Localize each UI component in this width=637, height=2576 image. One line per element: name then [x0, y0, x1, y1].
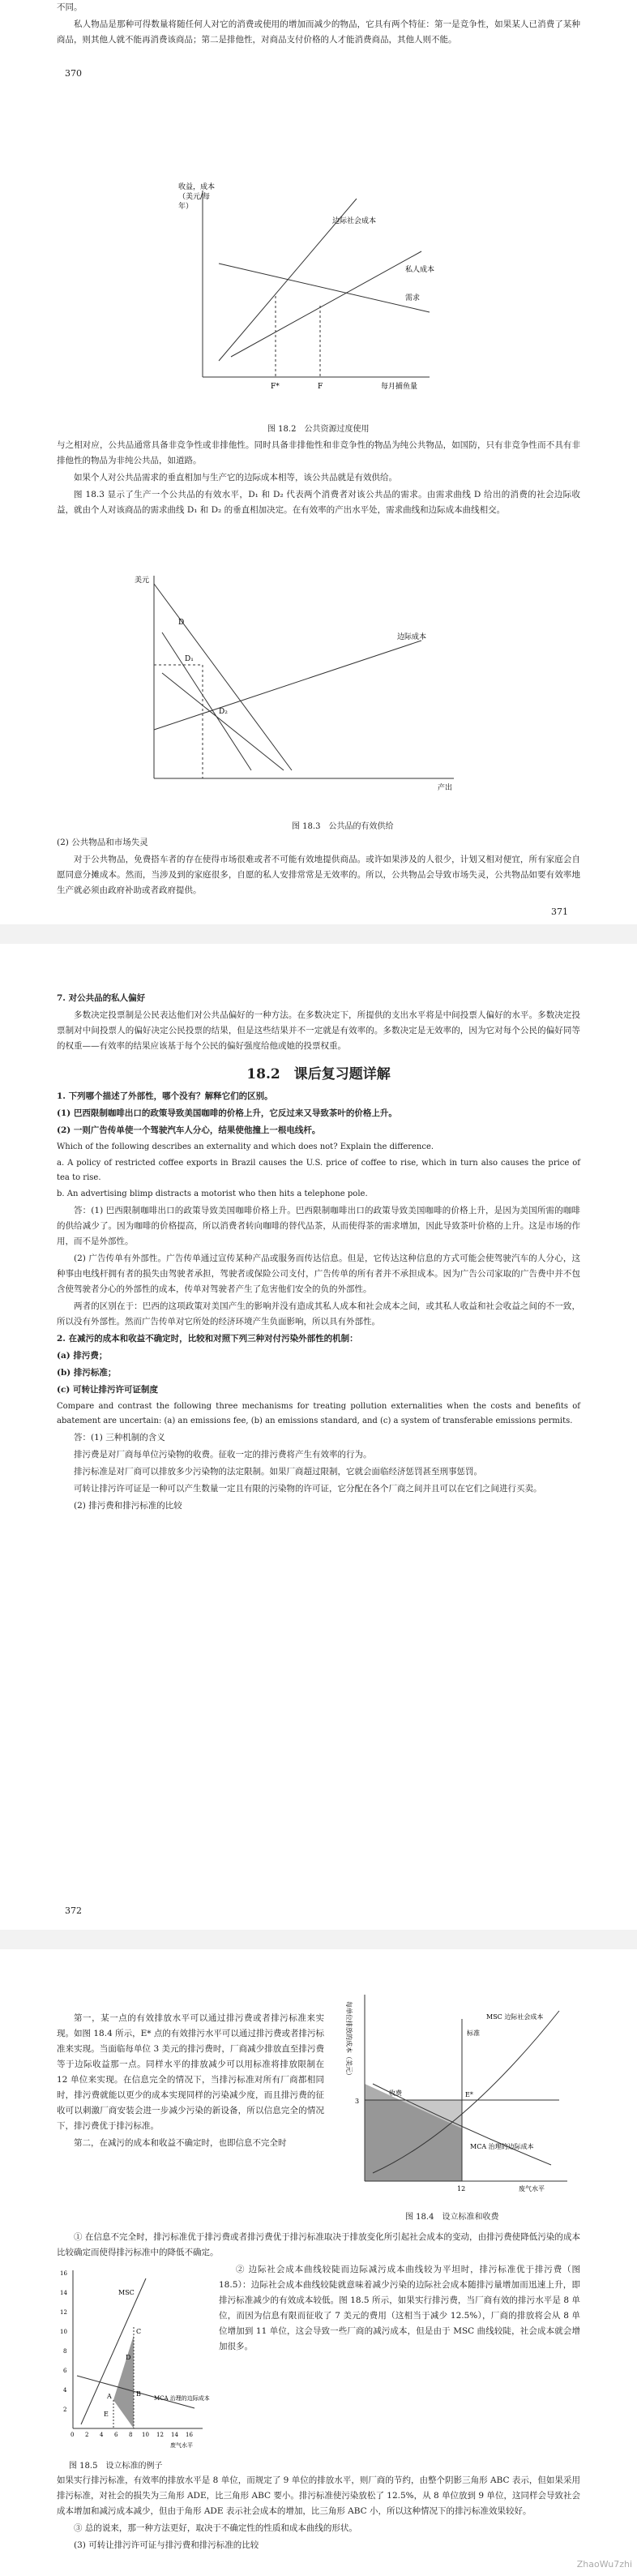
paragraph-preference: 多数决定投票制是公民表达他们对公共品偏好的一种方法。在多数决定下，所提供的支出水平将是中间投票人偏好的水平。多数决定投票制对中间投票人的偏好决定公民投票的结果，但是这些结果并不一定就是有效率的。多数决定是无效率的，因为它对每个公民的偏好同等的权重——有效率的结果应该基于每个公民的偏好强度给他或她的投票权重。 — [57, 1010, 580, 1051]
fig2-mc-label: 边际成本 — [397, 633, 427, 641]
fig4-y-ticks — [60, 2270, 67, 2413]
fig1-ylabel-2: （美元/每 — [178, 193, 211, 201]
question-2a: (a) 排污费； — [57, 1351, 108, 1361]
figure-18-5 — [57, 2262, 211, 2457]
section-title: 18.2 课后复习题详解 — [246, 1066, 391, 1082]
page-372 — [0, 932, 637, 1938]
answer-2-standard: 排污标准是对厂商可以排放多少污染物的法定限制。如果厂商超过限制，它就会面临经济惩罚甚至刑事惩罚。 — [74, 1467, 482, 1477]
paragraph-uncertain-5: (3) 可转让排污许可证与排污费和排污标准的比较 — [74, 2540, 259, 2550]
fig4-b-label: B — [136, 2390, 141, 2398]
page-number: 370 — [65, 68, 82, 79]
fig4-xtick-8: 16 — [186, 2432, 193, 2438]
answer-2-permit: 可转让排污许可证是一种可以产生数量一定且有限的污染物的许可证，它分配在各个厂商之间并且可以在它们之间进行买卖。 — [74, 1484, 542, 1494]
answer-1c: 两者的区别在于：巴西的这项政策对美国产生的影响并没有造成其私人成本和社会成本之间，或其私人收益和社会收益之间的不一致，所以没有外部性。然而广告传单对它所处的经济环境产生负面影响，所以具有外部性。 — [57, 1301, 580, 1327]
subhead-preference: 7. 对公共品的私人偏好 — [57, 993, 146, 1003]
answer-2-fee: 排污费是对厂商每单位污染物的收费。征收一定的排污费将产生有效率的行为。 — [74, 1450, 372, 1459]
fig1-xlabel: 每月捕鱼量 — [381, 383, 418, 391]
paragraph-public-goods-2: 如果个人对公共品需求的垂直相加与生产它的边际成本相等，该公共品就是有效供给。 — [74, 473, 397, 482]
question-1a-english: a. A policy of restricted coffee exports in Brazil causes the U.S. price of coffee to rise, which in turn also causes the price of tea to rise. — [57, 1159, 580, 1182]
question-1b-english: b. An advertising blimp distracts a motorist who then hits a telephone pole. — [57, 1189, 368, 1198]
paragraph-uncertain-4: ③ 总的说来，那一种方法更好，取决于不确定性的性质和成本曲线的形状。 — [74, 2523, 357, 2533]
page-373 — [0, 1938, 637, 2576]
fig4-ytick-5: 12 — [60, 2309, 67, 2316]
fig1-msc-label: 边际社会成本 — [332, 217, 377, 225]
fig4-xtick-4: 8 — [129, 2432, 133, 2438]
paragraph-public-goods-1: 与之相对应，公共品通常具备非竞争性或非排他性。同时具备非排他性和非竞争性的物品为纯公共物品，如国防，只有非竞争性而不具有非排他性的物品为非纯公共品，如道路。 — [57, 440, 580, 465]
fig4-msc-label: MSC — [118, 2289, 135, 2296]
fig3-ylabel: 每单位排放的成本（美元） — [345, 2001, 353, 2079]
subhead-market-failure: (2) 公共物品和市场失灵 — [57, 838, 148, 847]
fig4-mca-label: MCA 治理的边际成本 — [154, 2395, 210, 2402]
paragraph-private-goods: 私人物品是那种可得数量将随任何人对它的消费或使用的增加而减少的物品，它具有两个特征：第一是竞争性，如果某人已消费了某种商品，则其他人就不能再消费该商品；第二是排他性，对商品支付价格的人才能消费商品，其他人则不能。 — [57, 19, 580, 45]
msc-curve — [81, 2278, 146, 2424]
figure-18-2-caption: 图 18.2 公共资源过度使用 — [267, 425, 370, 434]
question-1-title: 1. 下列哪个描述了外部性，哪个没有？解释它们的区别。 — [57, 1091, 273, 1101]
answer-1a: 答：(1) 巴西限制咖啡出口的政策导致美国咖啡价格上升。巴西限制咖啡出口的政策导致美国咖啡的价格上升，是因为美国所需的咖啡的供给减少了。因为咖啡的价格提高，所以消费者转向咖啡的替代品茶，从而使得茶的需求增加，因此导致茶叶价格的上升。这是市场的作用，而不是外部性。 — [57, 1206, 580, 1246]
question-1b: (2) 一则广告传单使一个驾驶汽车人分心，结果使他撞上一根电线杆。 — [57, 1125, 321, 1135]
fig1-tick-fstar: F* — [271, 383, 280, 391]
fig4-xtick-2: 4 — [100, 2432, 104, 2438]
fig4-ytick-3: 8 — [63, 2348, 67, 2355]
question-2-english: Compare and contrast the following three mechanisms for treating pollution externalities when the costs and benefits of abatement are uncertain: (a) an emissions fee, (b) an emissions standard, and (c) a system of transferable emissions permits. — [57, 1402, 580, 1425]
fig4-xtick-1: 2 — [85, 2432, 89, 2438]
fig3-fee-label: 收费 — [389, 2090, 402, 2097]
answer-2-head: 答：(1) 三种机制的含义 — [74, 1433, 165, 1442]
page-number-2: 371 — [551, 907, 568, 917]
paragraph-uncertain-2: ② 边际社会成本曲线较陡而边际减污成本曲线较为平坦时，排污标准优于排污费（图 18.5）：边际社会成本曲线较陡就意味着减少污染的边际社会成本随排污量增加而迅速上升，即排污标准减少的有效成本较低。图 18.5 所示，如果实行排污费，当厂商有效的排污水平是 8 单位，而因为信息有限而征收了 7 美元的费用（这相当于减少 12.5%），厂商的排放将会从 8 单位增加到 11 单位，这会导致一些厂商的减污成本，但是由于 MSC 曲线较陡，社会成本就会增加很多。 — [219, 2265, 580, 2351]
fig1-demand-label: 需求 — [405, 294, 421, 302]
fig2-d-label: D — [178, 619, 185, 627]
page-370 — [0, 0, 637, 932]
fig4-xtick-5: 10 — [142, 2432, 149, 2438]
answer-1b: (2) 广告传单有外部性。广告传单通过宣传某种产品或服务而传达信息。但是，它传达这种信息的方式可能会使驾驶汽车的人分心，这种事由电线杆拥有者的损失由驾驶者承担，驾驶者或保险公司支付，广告传单的所有者并不承担成本。因为广告公司家取的广告费中并不包含使驾驶者分心的外部性的成本，传单对驾驶者产生了危害他们安全的负的外部性。 — [57, 1254, 580, 1294]
figure-18-3-caption: 图 18.3 公共品的有效供给 — [292, 822, 394, 831]
fig2-xlabel: 产出 — [438, 784, 453, 792]
demand-d2-curve — [162, 673, 284, 770]
fig4-ytick-6: 14 — [60, 2290, 67, 2296]
fig4-ytick-4: 10 — [60, 2329, 67, 2335]
fig4-ytick-1: 4 — [63, 2387, 67, 2394]
question-2-title: 2. 在减污的成本和收益不确定时，比较和对照下列三种对付污染外部性的机制： — [57, 1334, 358, 1344]
page-number: 372 — [65, 1905, 82, 1916]
paragraph-uncertain-1: ① 在信息不完全时，排污标准优于排污费或者排污费优于排污标准取决于排放变化所引起社会成本的变动，由排污费使降低污染的成本比较确定而使得排污标准中的降低不确定。 — [57, 2232, 580, 2257]
fig4-xtick-7: 14 — [171, 2432, 178, 2438]
fig4-a-label: A — [107, 2393, 112, 2400]
fig1-ylabel-1: 收益，成本 — [178, 183, 216, 191]
fig4-c-label: C — [136, 2328, 142, 2335]
fig1-private-label: 私人成本 — [405, 266, 435, 274]
fig3-mca-label: MCA 治理的边际成本 — [470, 2143, 534, 2150]
fig4-xtick-3: 6 — [114, 2432, 118, 2438]
fig3-tick-12: 12 — [457, 2185, 466, 2192]
fig4-xtick-6: 12 — [156, 2432, 164, 2438]
fig2-d1-label: D₁ — [185, 655, 194, 663]
fig3-tick-3: 3 — [355, 2098, 360, 2105]
fig2-ylabel: 美元 — [135, 576, 150, 585]
fig3-msc-label: MSC 边际社会成本 — [486, 2013, 544, 2021]
question-2b: (b) 排污标准； — [57, 1368, 117, 1378]
demand-d-curve — [154, 584, 292, 770]
top-fragment: 不同。 — [57, 2, 83, 12]
fig4-ytick-0: 2 — [63, 2407, 67, 2413]
fig4-e-label: E — [104, 2411, 109, 2418]
figure-18-4-caption: 图 18.4 设立标准和收费 — [405, 2213, 499, 2222]
fig3-e-label: E* — [465, 2091, 473, 2098]
fig4-ytick-2: 6 — [63, 2368, 67, 2374]
figure-18-2 — [162, 174, 478, 418]
fig4-ytick-7: 16 — [60, 2270, 67, 2277]
paragraph-left-1: 第一，某一点的有效排放水平可以通过排污费或者排污标准来实现。如图 18.4 所示，E* 点的有效排污水平可以通过排污费或者排污标准来实现。当面临每单位 3 美元的排污费时，厂商减少排放直至排污费等于边际收益那一点。同样水平的排放减少可以用标准将排放限制在 12 单位来实现。在信息完全的情况下，当排污标准对所有厂商都相同时，排污费就能以更少的成本实现同样的污染减少度，而且排污费的征收可以刺激厂商安装会进一步减少污染的新设备，所以信息完全的情况下，排污费优于排污标准。 — [57, 2013, 324, 2131]
fig4-xlabel: 废气水平 — [170, 2442, 193, 2449]
question-1a: (1) 巴西限制咖啡出口的政策导致美国咖啡的价格上升，它反过来又导致茶叶的价格上升。 — [57, 1108, 397, 1118]
fig4-d-label: D — [126, 2354, 131, 2361]
fig3-standard-label: 标准 — [467, 2030, 480, 2037]
paragraph-left-2: 第二，在减污的成本和收益不确定时，也即信息不完全时 — [74, 2138, 287, 2148]
figure-18-3 — [130, 568, 478, 811]
figure-18-5-caption: 图 18.5 设立标准的例子 — [69, 2462, 163, 2471]
mc-curve — [154, 641, 421, 730]
fig2-d2-label: D₂ — [219, 708, 228, 716]
paragraph-market-failure: 对于公共物品，免费搭车者的存在使得市场很难或者不可能有效地提供商品。或许如果涉及的人很少，计划又相对便宜，所有家庭会自愿同意分摊成本。然而，当涉及到的家庭很多，自愿的私人安排常常是无效率的。所以，公共物品会导致市场失灵，公共物品如要有效率地生产就必须由政府补助或者政府提供。 — [57, 855, 580, 895]
paragraph-fig-18-3: 图 18.3 显示了生产一个公共品的有效水平，D₁ 和 D₂ 代表两个消费者对该公共品的需求。由需求曲线 D 给出的消费的社会边际收益，就由个人对该商品的需求曲线 D₁ 和 D₂ 的垂直相加决定。在有效率的产出水平处，需求曲线和边际成本曲线相交。 — [57, 490, 580, 515]
fig4-xtick-0: 0 — [71, 2432, 75, 2438]
question-1-english: Which of the following describes an externality and which does not? Explain the difference. — [57, 1142, 434, 1151]
fig1-tick-f: F — [318, 383, 323, 391]
question-2c: (c) 可转让排污许可证制度 — [57, 1385, 158, 1395]
fig3-xlabel: 废气水平 — [519, 2185, 545, 2192]
fig4-x-ticks — [71, 2432, 193, 2438]
paragraph-uncertain-3: 如果实行排污标准，有效率的排放水平是 8 单位，而规定了 9 单位的排放水平，则厂商的节约，由整个阴影三角形 ABC 表示，但如果采用排污标准，对社会的损失为三角形 ADE，比三角形 ABC 要小。排污标准使污染放松了 12.5%，从 8 单位放到 9 单位，这同样会导致社会成本增加和减污成本减少，但由于角形 ADE 表示社会成本的增加，比三角形 ABC 小，所以这种情况下的排污标准效果较好。 — [57, 2475, 580, 2516]
figure-18-4 — [340, 1987, 584, 2205]
watermark: ZhaoWu7zhi — [576, 2559, 632, 2570]
fig1-ylabel-3: 年） — [178, 203, 194, 211]
answer-2-compare: (2) 排污费和排污标准的比较 — [74, 1501, 182, 1511]
